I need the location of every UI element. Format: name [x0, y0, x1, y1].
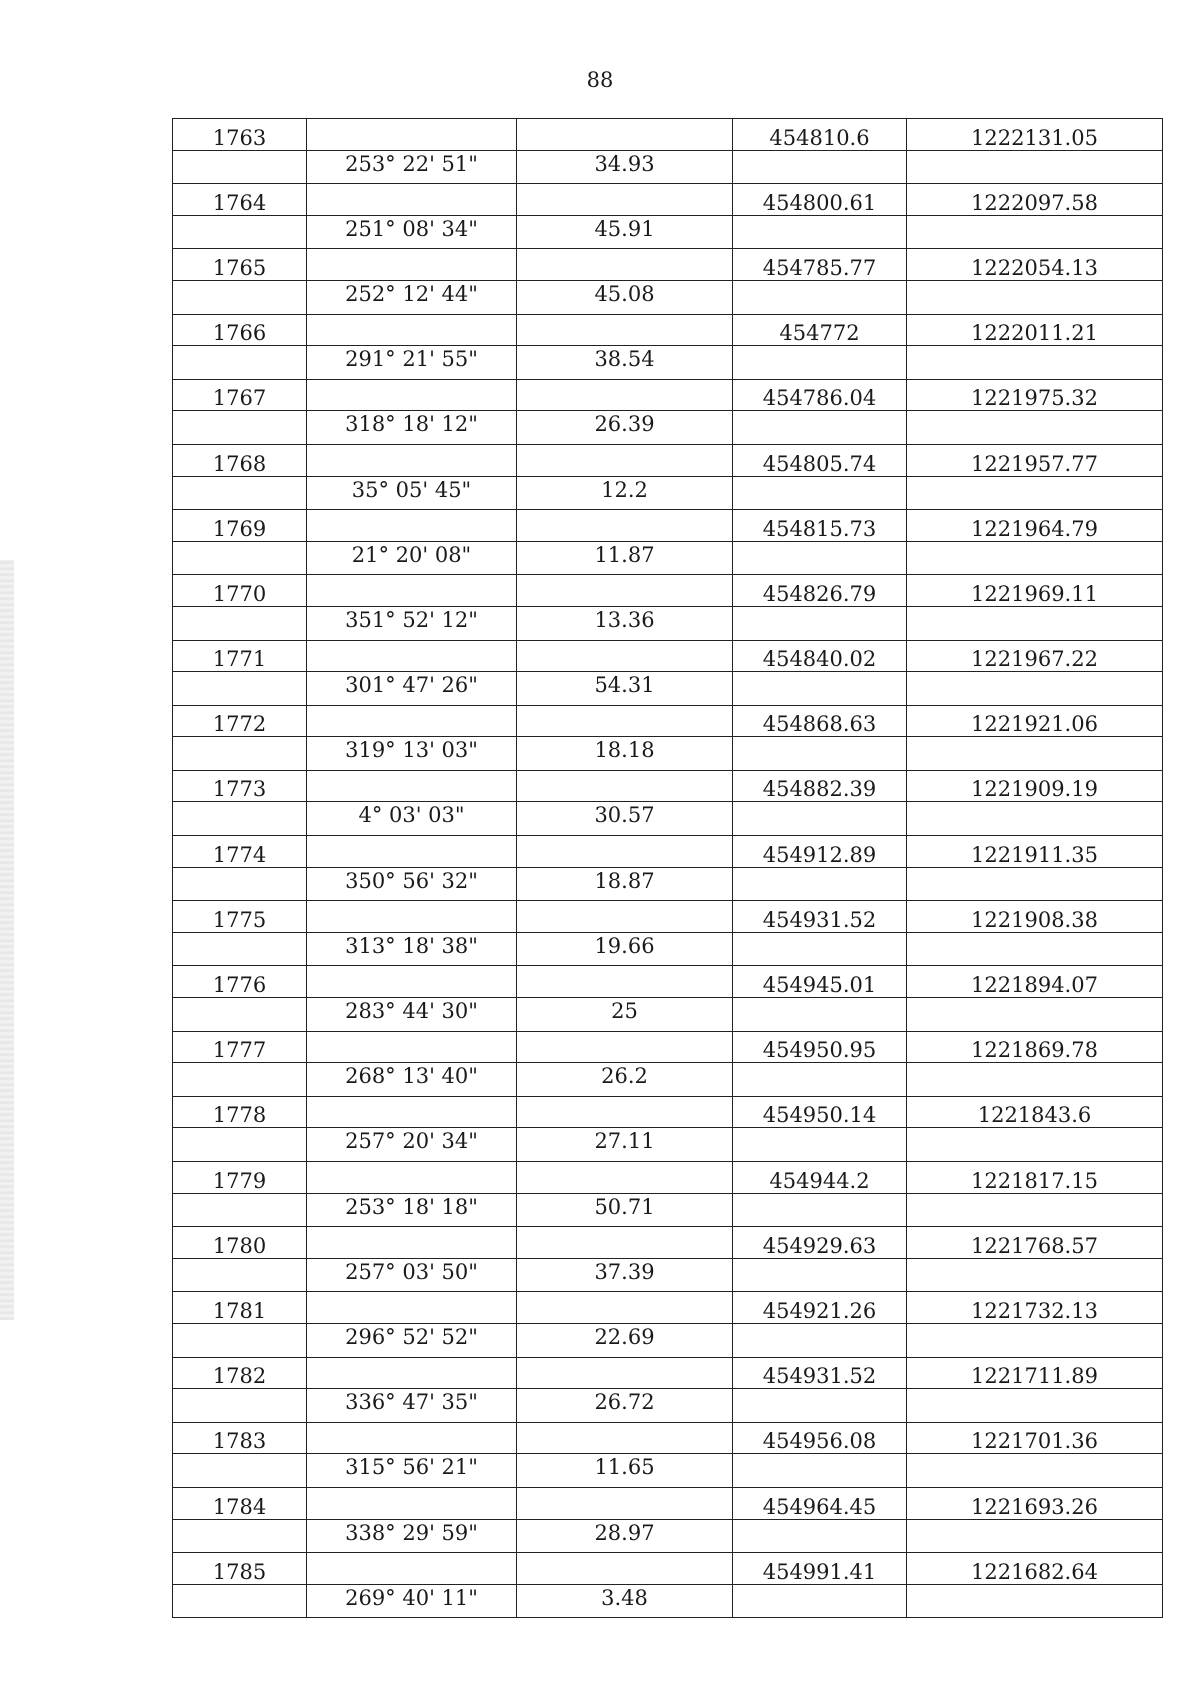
- empty-cell: [173, 867, 307, 901]
- east-coordinate-cell: 1221682.64: [907, 1553, 1163, 1585]
- segment-row: [173, 411, 1163, 445]
- empty-cell: [733, 998, 907, 1032]
- bearing-cell: 301° 47' 26": [307, 672, 517, 706]
- east-coordinate-cell: 1222011.21: [907, 314, 1163, 346]
- table-body: [173, 119, 1163, 1618]
- station-id-cell: 1784: [173, 1487, 307, 1519]
- empty-cell: [173, 1063, 307, 1097]
- north-coordinate-cell: 454950.95: [733, 1031, 907, 1063]
- north-coordinate-cell: 454785.77: [733, 249, 907, 281]
- empty-cell: [307, 1162, 517, 1194]
- distance-cell: 38.54: [517, 346, 733, 380]
- segment-row: [173, 215, 1163, 249]
- empty-cell: [173, 737, 307, 771]
- empty-cell: [173, 1519, 307, 1553]
- page-number: 88: [586, 68, 614, 92]
- east-coordinate-cell: 1221969.11: [907, 575, 1163, 607]
- station-row: [173, 575, 1163, 607]
- empty-cell: [173, 1258, 307, 1292]
- station-id-cell: 1766: [173, 314, 307, 346]
- east-coordinate-cell: 1221957.77: [907, 444, 1163, 476]
- empty-cell: [517, 184, 733, 216]
- east-coordinate-cell: 1221843.6: [907, 1096, 1163, 1128]
- empty-cell: [907, 1454, 1163, 1488]
- north-coordinate-cell: 454840.02: [733, 640, 907, 672]
- segment-row: [173, 346, 1163, 380]
- empty-cell: [517, 1031, 733, 1063]
- bearing-cell: 283° 44' 30": [307, 998, 517, 1032]
- bearing-cell: 336° 47' 35": [307, 1389, 517, 1423]
- empty-cell: [307, 444, 517, 476]
- empty-cell: [173, 1584, 307, 1618]
- empty-cell: [173, 998, 307, 1032]
- empty-cell: [173, 932, 307, 966]
- station-id-cell: 1773: [173, 770, 307, 802]
- empty-cell: [733, 1584, 907, 1618]
- north-coordinate-cell: 454868.63: [733, 705, 907, 737]
- north-coordinate-cell: 454956.08: [733, 1422, 907, 1454]
- north-coordinate-cell: 454772: [733, 314, 907, 346]
- empty-cell: [517, 249, 733, 281]
- empty-cell: [517, 705, 733, 737]
- bearing-cell: 4° 03' 03": [307, 802, 517, 836]
- east-coordinate-cell: 1221768.57: [907, 1227, 1163, 1259]
- east-coordinate-cell: 1221975.32: [907, 379, 1163, 411]
- empty-cell: [733, 737, 907, 771]
- segment-row: [173, 1063, 1163, 1097]
- empty-cell: [173, 1454, 307, 1488]
- station-id-cell: 1780: [173, 1227, 307, 1259]
- station-id-cell: 1768: [173, 444, 307, 476]
- east-coordinate-cell: 1222054.13: [907, 249, 1163, 281]
- north-coordinate-cell: 454931.52: [733, 1357, 907, 1389]
- north-coordinate-cell: 454929.63: [733, 1227, 907, 1259]
- empty-cell: [733, 672, 907, 706]
- empty-cell: [517, 1162, 733, 1194]
- station-id-cell: 1764: [173, 184, 307, 216]
- segment-row: [173, 1193, 1163, 1227]
- empty-cell: [517, 379, 733, 411]
- east-coordinate-cell: 1221869.78: [907, 1031, 1163, 1063]
- distance-cell: 18.18: [517, 737, 733, 771]
- empty-cell: [733, 1389, 907, 1423]
- north-coordinate-cell: 454950.14: [733, 1096, 907, 1128]
- east-coordinate-cell: 1221732.13: [907, 1292, 1163, 1324]
- empty-cell: [733, 346, 907, 380]
- empty-cell: [517, 444, 733, 476]
- empty-cell: [173, 476, 307, 510]
- empty-cell: [733, 1128, 907, 1162]
- empty-cell: [517, 1096, 733, 1128]
- north-coordinate-cell: 454921.26: [733, 1292, 907, 1324]
- empty-cell: [907, 411, 1163, 445]
- distance-cell: 30.57: [517, 802, 733, 836]
- empty-cell: [733, 1454, 907, 1488]
- empty-cell: [173, 150, 307, 184]
- empty-cell: [907, 346, 1163, 380]
- station-row: [173, 379, 1163, 411]
- empty-cell: [733, 150, 907, 184]
- empty-cell: [733, 476, 907, 510]
- empty-cell: [173, 1323, 307, 1357]
- bearing-cell: 251° 08' 34": [307, 215, 517, 249]
- distance-cell: 18.87: [517, 867, 733, 901]
- station-row: [173, 836, 1163, 868]
- station-row: [173, 249, 1163, 281]
- empty-cell: [907, 737, 1163, 771]
- station-row: [173, 901, 1163, 933]
- distance-cell: 3.48: [517, 1584, 733, 1618]
- east-coordinate-cell: 1221817.15: [907, 1162, 1163, 1194]
- distance-cell: 26.72: [517, 1389, 733, 1423]
- empty-cell: [517, 640, 733, 672]
- empty-cell: [517, 966, 733, 998]
- distance-cell: 22.69: [517, 1323, 733, 1357]
- empty-cell: [517, 575, 733, 607]
- north-coordinate-cell: 454786.04: [733, 379, 907, 411]
- segment-row: [173, 802, 1163, 836]
- east-coordinate-cell: 1221909.19: [907, 770, 1163, 802]
- east-coordinate-cell: 1222097.58: [907, 184, 1163, 216]
- empty-cell: [307, 1096, 517, 1128]
- east-coordinate-cell: 1222131.05: [907, 119, 1163, 151]
- station-id-cell: 1771: [173, 640, 307, 672]
- segment-row: [173, 1258, 1163, 1292]
- east-coordinate-cell: 1221711.89: [907, 1357, 1163, 1389]
- empty-cell: [733, 1323, 907, 1357]
- empty-cell: [907, 932, 1163, 966]
- bearing-cell: 269° 40' 11": [307, 1584, 517, 1618]
- empty-cell: [517, 836, 733, 868]
- empty-cell: [173, 411, 307, 445]
- empty-cell: [307, 510, 517, 542]
- station-id-cell: 1783: [173, 1422, 307, 1454]
- empty-cell: [173, 672, 307, 706]
- empty-cell: [517, 1292, 733, 1324]
- north-coordinate-cell: 454800.61: [733, 184, 907, 216]
- empty-cell: [733, 1519, 907, 1553]
- segment-row: [173, 1128, 1163, 1162]
- empty-cell: [907, 1584, 1163, 1618]
- empty-cell: [307, 249, 517, 281]
- north-coordinate-cell: 454826.79: [733, 575, 907, 607]
- east-coordinate-cell: 1221964.79: [907, 510, 1163, 542]
- empty-cell: [733, 802, 907, 836]
- empty-cell: [517, 119, 733, 151]
- empty-cell: [907, 606, 1163, 640]
- empty-cell: [173, 215, 307, 249]
- empty-cell: [517, 510, 733, 542]
- bearing-cell: 351° 52' 12": [307, 606, 517, 640]
- empty-cell: [517, 314, 733, 346]
- empty-cell: [517, 1357, 733, 1389]
- station-row: [173, 770, 1163, 802]
- empty-cell: [907, 1323, 1163, 1357]
- station-id-cell: 1778: [173, 1096, 307, 1128]
- bearing-cell: 268° 13' 40": [307, 1063, 517, 1097]
- empty-cell: [517, 1227, 733, 1259]
- empty-cell: [907, 476, 1163, 510]
- station-row: [173, 1357, 1163, 1389]
- bearing-cell: 319° 13' 03": [307, 737, 517, 771]
- empty-cell: [173, 1128, 307, 1162]
- empty-cell: [307, 966, 517, 998]
- empty-cell: [907, 1193, 1163, 1227]
- segment-row: [173, 541, 1163, 575]
- station-id-cell: 1781: [173, 1292, 307, 1324]
- empty-cell: [517, 770, 733, 802]
- distance-cell: 34.93: [517, 150, 733, 184]
- distance-cell: 28.97: [517, 1519, 733, 1553]
- north-coordinate-cell: 454964.45: [733, 1487, 907, 1519]
- empty-cell: [733, 606, 907, 640]
- station-row: [173, 1227, 1163, 1259]
- empty-cell: [907, 150, 1163, 184]
- bearing-cell: 291° 21' 55": [307, 346, 517, 380]
- empty-cell: [307, 575, 517, 607]
- empty-cell: [307, 119, 517, 151]
- north-coordinate-cell: 454882.39: [733, 770, 907, 802]
- survey-coordinates-table: [172, 118, 1163, 1618]
- empty-cell: [173, 1193, 307, 1227]
- distance-cell: 12.2: [517, 476, 733, 510]
- empty-cell: [173, 802, 307, 836]
- empty-cell: [907, 1063, 1163, 1097]
- empty-cell: [307, 379, 517, 411]
- segment-row: [173, 737, 1163, 771]
- bearing-cell: 253° 18' 18": [307, 1193, 517, 1227]
- empty-cell: [173, 280, 307, 314]
- station-row: [173, 966, 1163, 998]
- empty-cell: [733, 867, 907, 901]
- distance-cell: 13.36: [517, 606, 733, 640]
- bearing-cell: 257° 03' 50": [307, 1258, 517, 1292]
- empty-cell: [307, 1422, 517, 1454]
- empty-cell: [517, 1422, 733, 1454]
- empty-cell: [733, 541, 907, 575]
- empty-cell: [307, 770, 517, 802]
- empty-cell: [307, 640, 517, 672]
- empty-cell: [733, 411, 907, 445]
- station-id-cell: 1775: [173, 901, 307, 933]
- empty-cell: [733, 280, 907, 314]
- scan-edge-shadow: [0, 560, 14, 1320]
- empty-cell: [907, 998, 1163, 1032]
- north-coordinate-cell: 454815.73: [733, 510, 907, 542]
- empty-cell: [307, 1553, 517, 1585]
- empty-cell: [307, 184, 517, 216]
- station-row: [173, 1031, 1163, 1063]
- station-row: [173, 184, 1163, 216]
- station-row: [173, 119, 1163, 151]
- station-row: [173, 1487, 1163, 1519]
- station-row: [173, 1096, 1163, 1128]
- empty-cell: [907, 1519, 1163, 1553]
- station-row: [173, 705, 1163, 737]
- empty-cell: [907, 1389, 1163, 1423]
- empty-cell: [907, 215, 1163, 249]
- bearing-cell: 338° 29' 59": [307, 1519, 517, 1553]
- empty-cell: [907, 867, 1163, 901]
- distance-cell: 26.39: [517, 411, 733, 445]
- empty-cell: [907, 541, 1163, 575]
- east-coordinate-cell: 1221701.36: [907, 1422, 1163, 1454]
- empty-cell: [173, 346, 307, 380]
- north-coordinate-cell: 454944.2: [733, 1162, 907, 1194]
- empty-cell: [907, 280, 1163, 314]
- station-row: [173, 640, 1163, 672]
- station-row: [173, 510, 1163, 542]
- empty-cell: [173, 1389, 307, 1423]
- empty-cell: [733, 215, 907, 249]
- segment-row: [173, 932, 1163, 966]
- station-id-cell: 1770: [173, 575, 307, 607]
- bearing-cell: 315° 56' 21": [307, 1454, 517, 1488]
- station-id-cell: 1763: [173, 119, 307, 151]
- empty-cell: [907, 1128, 1163, 1162]
- empty-cell: [733, 1258, 907, 1292]
- segment-row: [173, 606, 1163, 640]
- segment-row: [173, 476, 1163, 510]
- station-id-cell: 1777: [173, 1031, 307, 1063]
- distance-cell: 27.11: [517, 1128, 733, 1162]
- station-row: [173, 1162, 1163, 1194]
- segment-row: [173, 1323, 1163, 1357]
- empty-cell: [307, 1357, 517, 1389]
- distance-cell: 26.2: [517, 1063, 733, 1097]
- distance-cell: 45.08: [517, 280, 733, 314]
- station-row: [173, 1553, 1163, 1585]
- bearing-cell: 253° 22' 51": [307, 150, 517, 184]
- segment-row: [173, 1454, 1163, 1488]
- empty-cell: [307, 1227, 517, 1259]
- distance-cell: 25: [517, 998, 733, 1032]
- segment-row: [173, 1519, 1163, 1553]
- bearing-cell: 35° 05' 45": [307, 476, 517, 510]
- north-coordinate-cell: 454810.6: [733, 119, 907, 151]
- empty-cell: [173, 606, 307, 640]
- east-coordinate-cell: 1221693.26: [907, 1487, 1163, 1519]
- empty-cell: [733, 1063, 907, 1097]
- bearing-cell: 313° 18' 38": [307, 932, 517, 966]
- station-id-cell: 1776: [173, 966, 307, 998]
- distance-cell: 11.87: [517, 541, 733, 575]
- east-coordinate-cell: 1221921.06: [907, 705, 1163, 737]
- distance-cell: 37.39: [517, 1258, 733, 1292]
- empty-cell: [307, 314, 517, 346]
- segment-row: [173, 150, 1163, 184]
- empty-cell: [517, 901, 733, 933]
- east-coordinate-cell: 1221894.07: [907, 966, 1163, 998]
- station-row: [173, 1422, 1163, 1454]
- segment-row: [173, 280, 1163, 314]
- empty-cell: [907, 672, 1163, 706]
- segment-row: [173, 867, 1163, 901]
- north-coordinate-cell: 454805.74: [733, 444, 907, 476]
- empty-cell: [907, 1258, 1163, 1292]
- segment-row: [173, 672, 1163, 706]
- bearing-cell: 252° 12' 44": [307, 280, 517, 314]
- station-id-cell: 1772: [173, 705, 307, 737]
- distance-cell: 50.71: [517, 1193, 733, 1227]
- distance-cell: 54.31: [517, 672, 733, 706]
- bearing-cell: 21° 20' 08": [307, 541, 517, 575]
- east-coordinate-cell: 1221967.22: [907, 640, 1163, 672]
- north-coordinate-cell: 454931.52: [733, 901, 907, 933]
- empty-cell: [307, 1487, 517, 1519]
- distance-cell: 11.65: [517, 1454, 733, 1488]
- segment-row: [173, 998, 1163, 1032]
- north-coordinate-cell: 454991.41: [733, 1553, 907, 1585]
- station-id-cell: 1785: [173, 1553, 307, 1585]
- station-id-cell: 1769: [173, 510, 307, 542]
- station-row: [173, 314, 1163, 346]
- segment-row: [173, 1584, 1163, 1618]
- empty-cell: [307, 1031, 517, 1063]
- station-id-cell: 1765: [173, 249, 307, 281]
- empty-cell: [733, 932, 907, 966]
- distance-cell: 45.91: [517, 215, 733, 249]
- station-id-cell: 1779: [173, 1162, 307, 1194]
- station-id-cell: 1767: [173, 379, 307, 411]
- empty-cell: [733, 1193, 907, 1227]
- north-coordinate-cell: 454912.89: [733, 836, 907, 868]
- empty-cell: [307, 836, 517, 868]
- bearing-cell: 257° 20' 34": [307, 1128, 517, 1162]
- segment-row: [173, 1389, 1163, 1423]
- station-id-cell: 1782: [173, 1357, 307, 1389]
- station-row: [173, 1292, 1163, 1324]
- bearing-cell: 350° 56' 32": [307, 867, 517, 901]
- east-coordinate-cell: 1221908.38: [907, 901, 1163, 933]
- empty-cell: [517, 1487, 733, 1519]
- empty-cell: [307, 901, 517, 933]
- empty-cell: [307, 1292, 517, 1324]
- empty-cell: [907, 802, 1163, 836]
- empty-cell: [307, 705, 517, 737]
- bearing-cell: 318° 18' 12": [307, 411, 517, 445]
- empty-cell: [173, 541, 307, 575]
- station-row: [173, 444, 1163, 476]
- east-coordinate-cell: 1221911.35: [907, 836, 1163, 868]
- distance-cell: 19.66: [517, 932, 733, 966]
- station-id-cell: 1774: [173, 836, 307, 868]
- empty-cell: [517, 1553, 733, 1585]
- north-coordinate-cell: 454945.01: [733, 966, 907, 998]
- bearing-cell: 296° 52' 52": [307, 1323, 517, 1357]
